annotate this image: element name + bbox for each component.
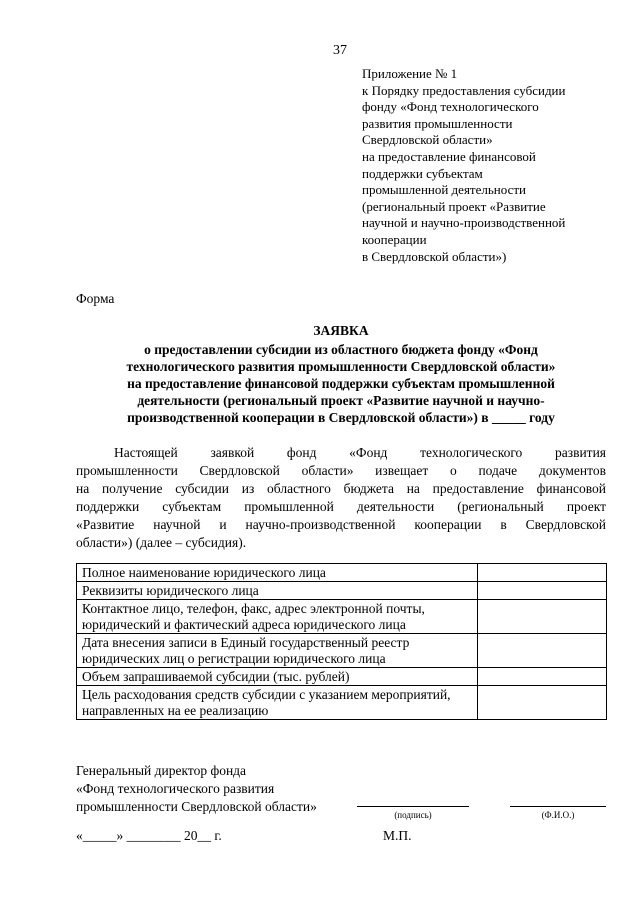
appendix-line: в Свердловской области») (362, 248, 507, 264)
appendix-line: на предоставление финансовой (362, 148, 536, 164)
intro-line: поддержки субъектам промышленной деятельности (региональный проект (76, 499, 606, 514)
signer-line: Генеральный директор фонда (76, 763, 247, 778)
row-value-cell[interactable] (478, 564, 607, 582)
signer-block (76, 762, 317, 816)
appendix-line: к Порядку предоставления субсидии (362, 82, 566, 98)
page-number: 37 (333, 43, 347, 58)
appendix-line: промышленной деятельности (362, 182, 526, 198)
row-label: Полное наименование юридического лица (77, 564, 478, 582)
signature-line[interactable] (357, 806, 469, 807)
row-label: Контактное лицо, телефон, факс, адрес электронной почты, юридический и фактический адреса юридического лица (77, 600, 478, 634)
intro-line: Настоящей заявкой фонд «Фонд технологического развития (114, 445, 606, 460)
application-table (76, 563, 607, 720)
stamp-label: М.П. (383, 828, 412, 843)
row-label: Объем запрашиваемой субсидии (тыс. рублей) (77, 668, 478, 686)
form-label: Форма (76, 291, 115, 306)
intro-line: области») (далее – субсидия). (76, 535, 247, 550)
table-row (77, 668, 607, 686)
title-line: о предоставлении субсидии из областного бюджета фонду «Фонд (144, 342, 538, 357)
row-value-cell[interactable] (478, 634, 607, 668)
intro-paragraph (76, 444, 606, 552)
appendix-line: (региональный проект «Развитие (362, 198, 546, 214)
signature-caption: (подпись) (394, 810, 432, 820)
row-label: Дата внесения записи в Единый государственный реестр юридических лиц о регистрации юридического лица (77, 634, 478, 668)
appendix-line: поддержки субъектам (362, 165, 483, 181)
appendix-header (362, 66, 612, 265)
title-line: на предоставление финансовой поддержки субъектам промышленной (127, 376, 555, 391)
appendix-line: научной и научно-производственной (362, 215, 566, 231)
row-value-cell[interactable] (478, 686, 607, 720)
appendix-line: Свердловской области» (362, 132, 493, 148)
appendix-line: кооперации (362, 231, 427, 247)
intro-line: на получение субсидии из областного бюджета на предоставление финансовой (76, 481, 606, 496)
appendix-line: Приложение № 1 (362, 66, 458, 81)
row-label: Реквизиты юридического лица (77, 582, 478, 600)
row-value-cell[interactable] (478, 668, 607, 686)
title-line: деятельности (региональный проект «Развитие научной и научно- (137, 393, 545, 408)
signer-line: промышленности Свердловской области» (76, 799, 317, 814)
row-value-cell[interactable] (478, 600, 607, 634)
appendix-line: фонду «Фонд технологического (362, 99, 539, 115)
table-row (77, 634, 607, 668)
appendix-line: развития промышленности (362, 115, 513, 131)
fio-caption: (Ф.И.О.) (541, 810, 575, 820)
date-line: «_____» ________ 20__ г. (76, 828, 222, 843)
title-heading: ЗАЯВКА (313, 323, 369, 338)
title-line: производственной кооперации в Свердловской области») в _____ году (127, 410, 555, 425)
row-label: Цель расходования средств субсидии с указанием мероприятий, направленных на ее реализацию (77, 686, 478, 720)
fio-line[interactable] (510, 806, 606, 807)
intro-line: «Развитие научной и научно-производственной кооперации в Свердловской (76, 517, 606, 532)
title-line: технологического развития промышленности Свердловской области» (126, 359, 556, 374)
document-title (76, 322, 606, 426)
table-row (77, 686, 607, 720)
table-row (77, 564, 607, 582)
table-row (77, 582, 607, 600)
intro-line: промышленности Свердловской области» извещает о подаче документов (76, 463, 606, 478)
table-row (77, 600, 607, 634)
row-value-cell[interactable] (478, 582, 607, 600)
signer-line: «Фонд технологического развития (76, 781, 275, 796)
